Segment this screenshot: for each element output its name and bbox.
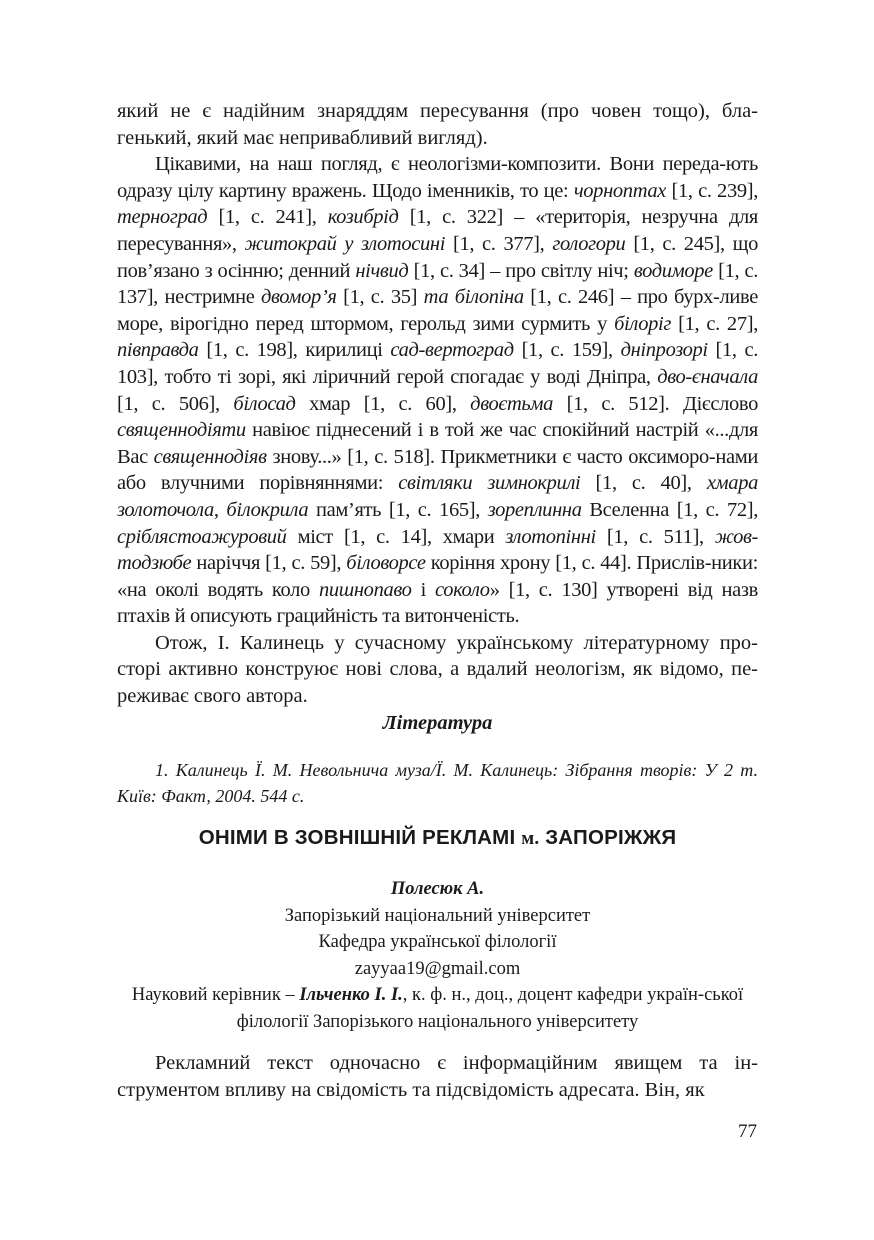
paragraph-text: [1, с. 506], — [117, 392, 234, 415]
paragraph-text: [1, с. 322] – «територія, незручна для пересування», — [117, 206, 759, 255]
paragraph-text: і — [411, 578, 435, 601]
neologism-term: двомор’я — [261, 286, 337, 309]
reference-item: 1. Калинець Ї. М. Невольнича муза/Ї. М. Калинець: Зібрання творів: У 2 т. Київ: Факт, 2004. 544 с. — [117, 760, 758, 807]
article-body — [117, 1050, 758, 1103]
department: Кафедра української філології — [318, 932, 557, 953]
email: zayyaa19@gmail.com — [354, 958, 521, 979]
paragraph-text: [1, с. 40], — [580, 472, 707, 495]
paragraph-conclusion: Отож, І. Калинець у сучасному українському літературному про-сторі активно конструює нові слова, а вдалий неологізм, як відомо, пе-реживає свого автора. — [117, 631, 758, 708]
paragraph-text: [1, с. 159], — [513, 339, 621, 362]
article-first-paragraph: Рекламний текст одночасно є інформаційним явищем та ін-струментом впливу на свідомість та підсвідомість адресата. Він, як — [117, 1052, 758, 1101]
supervisor-prefix: Науковий керівник – — [131, 985, 300, 1006]
supervisor-details: , к. ф. н., доц., доцент кафедри україн-ської філології Запорізького національного університету — [236, 985, 744, 1032]
neologism-term: гологори — [552, 232, 626, 255]
title-city-abbrev: м. — [521, 828, 540, 849]
paragraph-text: [1, с. 27], — [671, 312, 758, 335]
neologism-term: пишнопаво — [318, 578, 412, 601]
paragraph-text: міст [1, с. 14], хмари — [286, 525, 506, 548]
title-city: ЗАПОРІЖЖЯ — [545, 826, 677, 849]
neologism-term: білокрила — [226, 498, 309, 521]
paragraph-text: [1, с. 35] — [336, 286, 424, 309]
paragraph-text: » [1, с. 130] утворені від назв птахів й описують грацийність та витонченість. — [117, 578, 758, 628]
neologism-term: соколо — [434, 578, 490, 601]
neologism-term: козибрід — [327, 206, 399, 229]
paragraph-text: хмар [1, с. 60], — [295, 392, 471, 415]
neologism-term: світляки зимнокрилі — [398, 472, 581, 495]
neologism-term: зореплинна — [487, 498, 582, 521]
paragraph-text: навіює піднесений і в той же час спокійний настрій «...для Вас — [117, 419, 758, 468]
literature-heading: Література — [382, 711, 493, 734]
supervisor-line — [117, 982, 758, 1035]
neologism-term: жов-тодзюбе — [117, 525, 758, 575]
paragraph-text: [1, с. 511], — [595, 525, 715, 548]
neologism-term: священнодіяти — [117, 419, 246, 442]
paragraph-text: [1, с. 198], кирилиці — [198, 339, 391, 362]
neologism-term: дніпрозорі — [620, 339, 708, 362]
neologism-term: півправда — [117, 339, 199, 362]
paragraph-neologisms — [117, 151, 758, 630]
paragraph-text: , — [213, 498, 227, 521]
neologism-term: хмара золоточола — [117, 472, 758, 521]
article-title — [117, 826, 758, 850]
neologism-term: нічвид — [355, 259, 409, 282]
neologism-term: дво-єначала — [657, 365, 758, 388]
paragraph-text: [1, с. 512]. Дієслово — [553, 392, 758, 415]
paragraph-continuation: який не є надійним знаряддям пересування (про човен тощо), бла-генький, який має непривабливий вигляд). — [117, 100, 758, 149]
neologism-term: білосад — [233, 392, 296, 415]
paragraph-text: знову...» [1, с. 518]. Прикметники є часто оксиморо-нами або влучними порівняннями: — [117, 445, 758, 495]
paragraph-text: [1, с. 246] – про бурх-ливе море, вірогідно перед штормом, герольд зими сурмить у — [117, 286, 758, 335]
title-main: ОНІМИ В ЗОВНІШНІЙ РЕКЛАМІ — [198, 826, 516, 849]
paragraph-text: наріччя [1, с. 59], — [191, 552, 347, 575]
neologism-term: двоєтьма — [470, 392, 554, 415]
author-name: Полесюк А. — [390, 879, 485, 899]
previous-article-section — [117, 98, 758, 809]
paragraph-text: [1, с. 137], нестримне — [117, 259, 759, 309]
paragraph-text: Вселенна [1, с. 72], — [581, 498, 758, 521]
paragraph-text: Цікавими, на наш погляд, є неологізми-композити. Вони переда-ють одразу цілу картину вражень. Щодо іменників, то це: — [117, 153, 758, 202]
author-affiliation — [117, 876, 758, 1036]
paragraph-text: [1, с. 241], — [207, 206, 328, 229]
paragraph-text: [1, с. 377], — [445, 232, 553, 255]
paragraph-text: [1, с. 239], — [666, 179, 758, 202]
neologism-term: білоріг — [614, 312, 672, 335]
neologism-term: житокрай у злотосині — [244, 232, 446, 255]
neologism-term: та білопіна — [423, 286, 524, 309]
paragraph-text: [1, с. 245], що пов’язано з осінню; денний — [117, 232, 758, 282]
university: Запорізький національний університет — [284, 905, 591, 926]
neologism-term: чорноптах — [573, 179, 667, 202]
neologism-term: терноград — [117, 206, 208, 229]
neologism-term: злотопінні — [505, 525, 596, 548]
neologism-term: священнодіяв — [153, 445, 267, 468]
page-number: 77 — [738, 1121, 757, 1142]
paragraph-text: пам’ять [1, с. 165], — [308, 498, 488, 521]
supervisor-name: Ільченко І. І. — [299, 985, 403, 1006]
paragraph-text: [1, с. 103], тобто ті зорі, які ліричний герой спогадає у воді Дніпра, — [117, 339, 758, 388]
paragraph-text: [1, с. 34] – про світлу ніч; — [408, 259, 634, 282]
neologism-term: сріблястоажуровий — [117, 525, 287, 548]
neologism-term: сад-вертоград — [390, 339, 514, 362]
neologism-term: водиморе — [633, 259, 713, 282]
neologism-term: біловорсе — [346, 552, 426, 575]
paragraph-text: коріння хрону [1, с. 44]. Прислів-ники: «на околі водять коло — [117, 552, 758, 601]
